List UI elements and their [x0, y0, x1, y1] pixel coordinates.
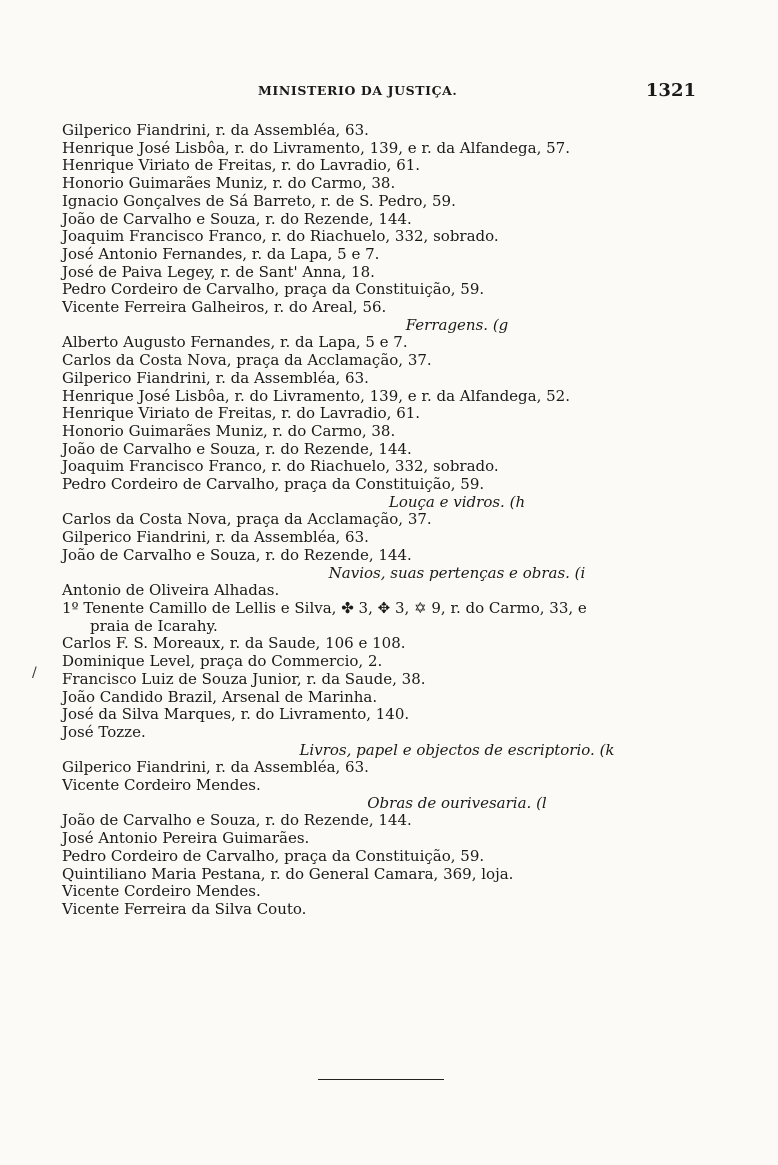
entry-line: Joaquim Francisco Franco, r. do Riachuelo, 332, sobrado. [62, 227, 499, 246]
entry-line: João de Carvalho e Souza, r. do Rezende, 144. [62, 209, 412, 228]
entry-line: Vicente Cordeiro Mendes. [62, 882, 261, 901]
section [62, 565, 702, 742]
entry-line: José da Silva Marques, r. do Livramento, 140. [62, 705, 410, 724]
entry-line: Dominique Level, praça do Commercio, 2. [62, 652, 383, 671]
entry-line: Antonio de Oliveira Alhadas. [62, 581, 280, 600]
entry-line: Francisco Luiz de Souza Junior, r. da Saude, 38. [62, 669, 426, 688]
entry-line: Gilperico Fiandrini, r. da Assembléa, 63. [62, 758, 369, 777]
entry-line: José Tozze. [62, 722, 146, 741]
entry-line: Henrique Viriato de Freitas, r. do Lavradio, 61. [62, 156, 421, 175]
entry-line: João Candido Brazil, Arsenal de Marinha. [62, 687, 378, 706]
entry-line: 1º Tenente Camillo de Lellis e Silva, ✤ 3, ✥ 3, ✡ 9, r. do Carmo, 33, e [62, 598, 587, 617]
entry-line: Vicente Ferreira Galheiros, r. do Areal, 56. [62, 298, 387, 317]
entry-line: Pedro Cordeiro de Carvalho, praça da Constituição, 59. [62, 475, 485, 494]
entry-line: Pedro Cordeiro de Carvalho, praça da Constituição, 59. [62, 280, 485, 299]
entry-line: Carlos F. S. Moreaux, r. da Saude, 106 e 108. [62, 634, 406, 653]
entry-line: João de Carvalho e Souza, r. do Rezende, 144. [62, 811, 412, 830]
entry-line: José Antonio Fernandes, r. da Lapa, 5 e 7. [62, 244, 380, 263]
entry-line: Ignacio Gonçalves de Sá Barreto, r. de S. Pedro, 59. [62, 191, 456, 210]
end-rule [318, 1079, 444, 1080]
entry-line: Henrique José Lisbôa, r. do Livramento, 139, e r. da Alfandega, 52. [62, 386, 570, 405]
entry-line: Quintiliano Maria Pestana, r. do General Camara, 369, loja. [62, 864, 514, 883]
entry-line: José Antonio Pereira Guimarães. [62, 829, 310, 848]
entry-line: Honorio Guimarães Muniz, r. do Carmo, 38. [62, 421, 396, 440]
section-heading: Ferragens. (g [405, 315, 509, 334]
entry-line: Alberto Augusto Fernandes, r. da Lapa, 5 e 7. [62, 333, 408, 352]
margin-mark: / [32, 665, 37, 681]
section [62, 317, 702, 494]
entry-line: Vicente Ferreira da Silva Couto. [62, 899, 307, 918]
entry-line: Henrique Viriato de Freitas, r. do Lavradio, 61. [62, 404, 421, 423]
entry-line: Joaquim Francisco Franco, r. do Riachuelo, 332, sobrado. [62, 457, 499, 476]
listing-content [62, 122, 702, 919]
entry-line: Carlos da Costa Nova, praça da Acclamação, 37. [62, 351, 432, 370]
running-head: MINISTERIO DA JUSTIÇA. [258, 83, 458, 98]
entry-line: Vicente Cordeiro Mendes. [62, 776, 261, 795]
entry-line: João de Carvalho e Souza, r. do Rezende, 144. [62, 545, 412, 564]
page-number: 1321 [645, 80, 696, 101]
entry-line: Carlos da Costa Nova, praça da Acclamação, 37. [62, 510, 432, 529]
entry-line: Gilperico Fiandrini, r. da Assembléa, 63. [62, 528, 369, 547]
entry-line: João de Carvalho e Souza, r. do Rezende, 144. [62, 439, 412, 458]
entry-line: Honorio Guimarães Muniz, r. do Carmo, 38. [62, 174, 396, 193]
entry-continuation-line: praia de Icarahy. [90, 616, 218, 635]
section [62, 122, 702, 317]
section-heading: Obras de ourivesaria. (l [367, 793, 547, 812]
entry-line: Gilperico Fiandrini, r. da Assembléa, 63. [62, 121, 369, 139]
entry-line: Henrique José Lisbôa, r. do Livramento, 139, e r. da Alfandega, 57. [62, 138, 570, 157]
entry-line: José de Paiva Legey, r. de Sant' Anna, 18. [62, 262, 375, 281]
page-header [0, 80, 778, 105]
section [62, 494, 702, 565]
section-heading: Navios, suas pertenças e obras. (i [328, 563, 586, 582]
section-heading: Louça e vidros. (h [388, 492, 526, 511]
section-heading: Livros, papel e objectos de escriptorio. (k [299, 740, 615, 759]
section [62, 795, 702, 919]
section [62, 742, 702, 795]
entry-line: Gilperico Fiandrini, r. da Assembléa, 63. [62, 368, 369, 387]
entry-line: Pedro Cordeiro de Carvalho, praça da Constituição, 59. [62, 846, 485, 865]
